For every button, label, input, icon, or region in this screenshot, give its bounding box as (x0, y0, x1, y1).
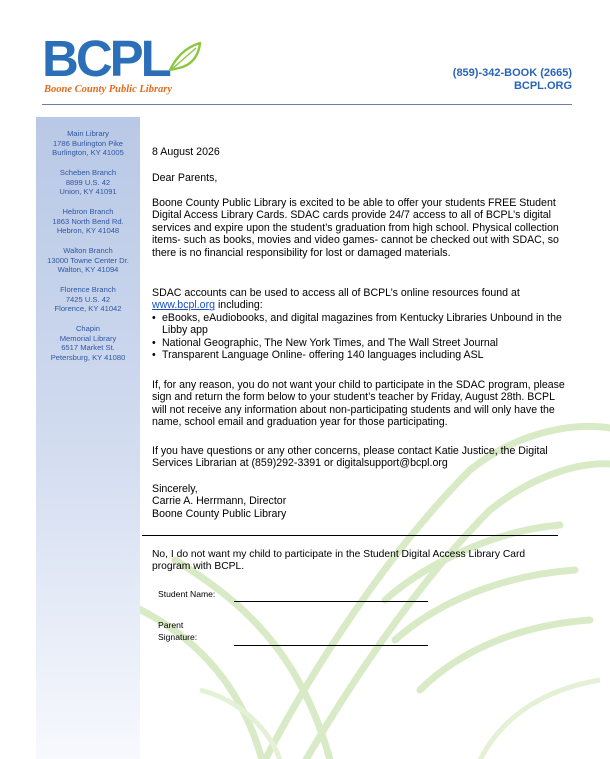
paragraph-intro: Boone County Public Library is excited to be able to offer your students FREE Student Digital Access Library Cards. SDAC cards provide 24/7 access to all of BCPL’s digital services and expire upon the student’s graduation from high school. Physical collection items- such as books, movies and video games- cannot be checked out with SDAC, so there is no financial responsibility for lost or damaged materials. (152, 197, 559, 259)
resources-link-line (152, 299, 572, 311)
branch-address-line: 7425 U.S. 42 (65, 294, 111, 304)
logo-wordmark: BCPL (42, 30, 169, 87)
parent-label (158, 620, 197, 643)
leaf-icon (166, 40, 204, 74)
signer-name: Carrie A. Herrmann, Director (152, 495, 287, 508)
branch-address (36, 168, 140, 197)
bcpl-website-link[interactable]: www.bcpl.org (152, 299, 215, 312)
branch-address (36, 207, 140, 236)
branch-address-line: Florence, KY 41042 (54, 304, 122, 313)
branch-address-line: Florence Branch (60, 285, 116, 294)
branch-address-line: 8899 U.S. 42 (65, 177, 111, 187)
branch-address-line: Union, KY 41091 (59, 187, 117, 196)
branch-address (36, 246, 140, 275)
form-divider (142, 535, 558, 536)
branch-address-line: Petersburg, KY 41080 (50, 352, 126, 362)
branch-address-line: Main Library (67, 129, 109, 138)
logo-subtitle: Boone County Public Library (44, 84, 173, 95)
letter-greeting: Dear Parents, (152, 172, 218, 184)
student-name-label: Student Name: (158, 589, 216, 599)
branch-list (36, 117, 140, 362)
branch-address-line: Scheben Branch (59, 168, 117, 177)
parent-signature-field[interactable] (234, 645, 428, 646)
optout-statement: No, I do not want my child to participate in the Student Digital Access Library Card program with BCPL. (152, 549, 526, 572)
branch-address-line: 13000 Towne Center Dr. (47, 255, 129, 265)
library-logo (42, 30, 202, 98)
branch-address-line: 1786 Burlington Pike (52, 138, 124, 148)
paragraph-contact: If you have questions or any other concerns, please contact Katie Justice, the Digital Services Librarian at (859)292-3391 or digitalsupport@bcpl.org (152, 445, 548, 470)
signature-block (152, 483, 572, 520)
branch-address (36, 285, 140, 314)
parent-label-line2: Signature: (158, 631, 198, 642)
branch-sidebar (36, 117, 140, 759)
branch-address (36, 324, 140, 362)
paragraph-optout-instructions: If, for any reason, you do not want your child to participate in the SDAC program, please sign and return the form below to your student’s teacher by Friday, August 28th. BCPL will not receive any information about non-participating students and will only have the name, school email and graduation year for those participating. (152, 379, 565, 429)
list-item: • National Geographic, The New York Times, and The Wall Street Journal (152, 337, 572, 349)
branch-address-line: Walton, KY 41094 (57, 265, 119, 274)
branch-address-line: Chapin (75, 324, 101, 333)
branch-address-line: Hebron, KY 41048 (56, 226, 120, 235)
resources-intro (152, 287, 572, 299)
list-item: • eBooks, eAudiobooks, and digital magazines from Kentucky Libraries Unbound in the Libby app (152, 312, 572, 337)
branch-address-line: 6517 Market St. (61, 343, 115, 352)
branch-address-line: 1863 North Bend Rd. (52, 216, 124, 226)
paragraph-resources (152, 287, 572, 361)
student-name-field[interactable] (234, 601, 428, 602)
header-divider (42, 104, 572, 105)
branch-address-line: Burlington, KY 41005 (52, 148, 124, 157)
branch-address-line: Hebron Branch (62, 207, 114, 216)
branch-address-line: Walton Branch (63, 246, 113, 255)
branch-address (36, 129, 140, 158)
contact-info (453, 67, 572, 93)
branch-address-line: Memorial Library (59, 333, 117, 343)
resources-list (152, 312, 572, 362)
phone-number: (859)-342-BOOK (2665) (452, 67, 572, 79)
signer-organization: Boone County Public Library (152, 507, 287, 520)
website-link[interactable]: BCPL.ORG (513, 80, 572, 92)
list-item: • Transparent Language Online- offering 140 languages including ASL (152, 349, 572, 361)
parent-label-line1: Parent (158, 620, 184, 630)
resources-intro-text: SDAC accounts can be used to access all of BCPL’s online resources found at (152, 287, 520, 299)
letter-date: 8 August 2026 (152, 146, 220, 158)
resources-including-text: including: (215, 299, 263, 312)
closing: Sincerely, (152, 483, 198, 495)
